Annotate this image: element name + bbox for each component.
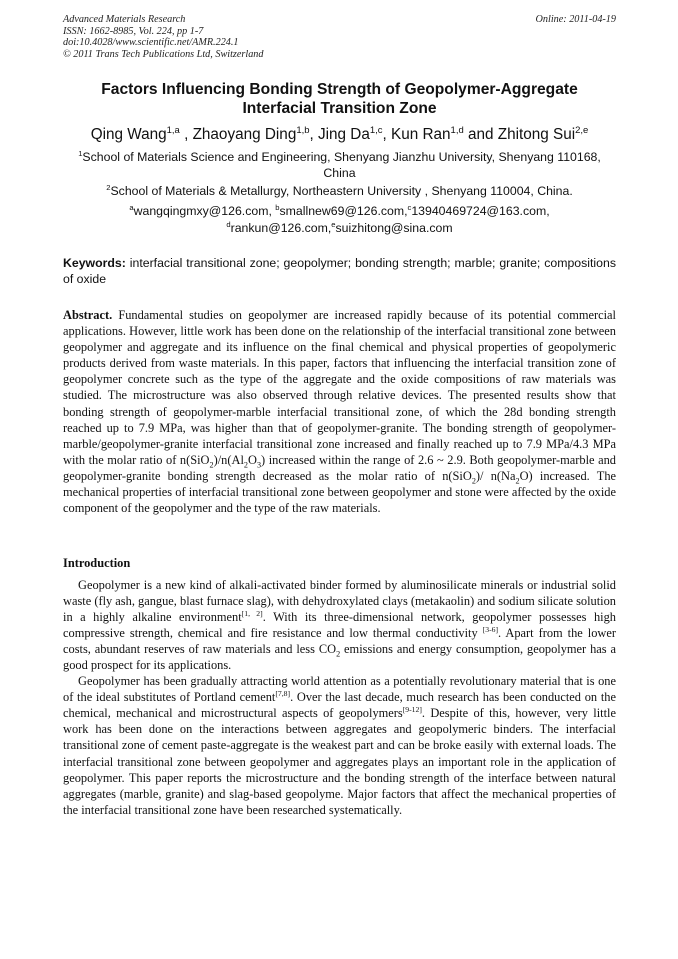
subscript: 2 xyxy=(209,460,214,470)
email-sup: a xyxy=(129,202,134,212)
keywords-label: Keywords: xyxy=(63,256,126,270)
author-sup: 1,c xyxy=(369,124,383,136)
author-name: Qing Wang xyxy=(90,126,167,143)
citation[interactable]: [9-12] xyxy=(402,705,422,715)
paragraph-text: . Over the last decade, much research has been conducted on the chemical, mechanical and microstructural aspects of geopolymers xyxy=(63,690,616,721)
author-sup: 1,a xyxy=(166,124,180,136)
email-line-2 xyxy=(63,220,616,237)
online-date: Online: 2011-04-19 xyxy=(535,14,616,25)
abstract-text: ) increased within the range of 2.6 ~ 2.9. Both geopolymer-marble and geopolymer-granite bonding strength decreased as the molar ratio of n(SiO xyxy=(63,452,616,483)
citation[interactable]: [1, 2] xyxy=(241,608,263,618)
keywords-text: interfacial transitional zone; geopolymer; bonding strength; marble; granite; compositions of oxide xyxy=(63,256,616,286)
email-list xyxy=(63,203,616,237)
copyright-line: © 2011 Trans Tech Publications Ltd, Switzerland xyxy=(63,48,264,60)
subscript: 2 xyxy=(243,460,248,470)
author-name: Kun Ran xyxy=(391,126,451,143)
paragraph xyxy=(63,577,616,673)
email-link[interactable]: smallnew69@126.com, xyxy=(279,204,408,218)
email-link[interactable]: suizhitong@sina.com xyxy=(335,221,453,235)
citation[interactable]: [3-6] xyxy=(482,625,499,635)
affiliation-number: 1 xyxy=(78,148,83,158)
title-line-1: Factors Influencing Bonding Strength of Geopolymer-Aggregate xyxy=(101,81,578,98)
subscript: 2 xyxy=(515,476,520,486)
paragraph-text: Geopolymer has been gradually attracting world attention as a potentially revolutionary material that is one of the ideal substitutes of Portland cement xyxy=(63,674,616,705)
author-list xyxy=(63,125,616,145)
author-name: Jing Da xyxy=(318,126,370,143)
section-heading-introduction: Introduction xyxy=(63,556,131,570)
affiliation-number: 2 xyxy=(106,182,111,192)
abstract-text: O xyxy=(247,452,257,467)
affiliation-2 xyxy=(63,184,616,200)
issn-line: ISSN: 1662-8985, Vol. 224, pp 1-7 xyxy=(63,25,204,37)
author-name: Zhaoyang Ding xyxy=(192,126,297,143)
doi-line[interactable]: doi:10.4028/www.scientific.net/AMR.224.1 xyxy=(63,37,239,49)
author-sep: , xyxy=(382,126,392,143)
abstract-label: Abstract. xyxy=(63,308,113,322)
subscript: 3 xyxy=(256,460,262,470)
paragraph-text: . Apart from the lower costs, abundant reserves of raw materials and less CO xyxy=(63,626,616,657)
affiliation-text: School of Materials & Metallurgy, Northeastern University , Shenyang 110004, China. xyxy=(110,184,573,198)
email-sup: c xyxy=(407,202,412,212)
paragraph-text: . With its three-dimensional network, geopolymer possesses high compressive strength, chemical and fire resistance and low thermal conductivity xyxy=(63,610,616,641)
subscript: 2 xyxy=(336,649,341,659)
abstract-text: O) increased. The mechanical properties of interfacial transitional zone between geopolymer and stone were affected by the oxide component of the geopolymer and the type of the raw materials. xyxy=(63,468,617,516)
title-line-2: Interfacial Transition Zone xyxy=(242,100,437,117)
email-link[interactable]: rankun@126.com, xyxy=(230,221,332,235)
abstract-text: )/ n(Na xyxy=(475,468,516,483)
abstract-text: Fundamental studies on geopolymer are increased rapidly because of its potential commercial applications. However, little work has been done on the relationship of the interfacial transitional zone between geopolymer and aggregate and its influence on the final chemical and physical properties of geopolymeric products derived from waste materials. In this paper, factors that influencing the interfacial transition zone of geopolymer concrete such as the type of the aggregate and the oxide compositions of raw materials was studied. The microstructure was also observed through relative devices. The presented results show that bonding strength of geopolymer-marble interfacial transitional zone, of which the 28d bonding strength reached up to 7.9 MPa, was higher than that of geopolymer-granite. The bonding strength of geopolymer-marble/geopolymer-granite interfacial transitional zone increased and finally reached up to 7.9 MPa/4.3 MPa with the molar ratio of n(SiO xyxy=(63,308,616,467)
abstract-block xyxy=(63,307,616,516)
email-sup: b xyxy=(275,202,280,212)
paragraph-text: Geopolymer is a new kind of alkali-activated binder formed by aluminosilicate minerals or industrial solid waste (fly ash, gangue, blast furnace slag), with dehydroxylated clays (metakaolin) and sodium silicate solution in a highly alkaline environment xyxy=(63,578,616,625)
affiliation-1 xyxy=(63,150,616,181)
paper-title xyxy=(63,80,616,118)
subscript: 2 xyxy=(471,476,476,486)
author-sep: and xyxy=(463,126,498,143)
author-sup: 1,b xyxy=(296,124,310,136)
email-link[interactable]: wangqingmxy@126.com, xyxy=(133,204,276,218)
email-line-1 xyxy=(63,203,616,220)
introduction-body xyxy=(63,577,616,818)
running-header xyxy=(63,14,616,60)
author-sep: , xyxy=(309,126,318,143)
email-sup: e xyxy=(331,219,336,229)
affiliation-text: School of Materials Science and Engineering, Shenyang Jianzhu University, Shenyang 110168, China xyxy=(82,150,601,180)
journal-name: Advanced Materials Research xyxy=(63,14,186,25)
paragraph xyxy=(63,673,616,817)
email-link[interactable]: 13940469724@163.com, xyxy=(411,204,550,218)
author-sup: 2,e xyxy=(575,124,589,136)
author-name: Zhitong Sui xyxy=(497,126,576,143)
author-sup: 1,d xyxy=(450,124,464,136)
abstract-text: )/n(Al xyxy=(213,452,244,467)
email-sup: d xyxy=(226,219,231,229)
citation[interactable]: [7,8] xyxy=(275,689,291,699)
paragraph-text: emissions and energy consumption, geopolymer has a good prospect for its applications. xyxy=(63,642,616,673)
paragraph-text: . Despite of this, however, very little work has been done on the interactions between aggregates and geopolymeric binders. The interfacial transitional zone of cement paste-aggregate is the weakest part and can be broke easily with external loads. The interfacial transitional zone between geopolymer and aggregates plays an important role in the application of geopolymer. This paper reports the microstructure and the bonding strength of the interface between natural aggregates (marble, granite) and slag-based geopolyme. Major factors that affect the mechanical properties of the interfacial transitional zone have been researched systematically. xyxy=(63,706,616,817)
keywords-block xyxy=(63,255,616,287)
author-sep: , xyxy=(179,126,193,143)
